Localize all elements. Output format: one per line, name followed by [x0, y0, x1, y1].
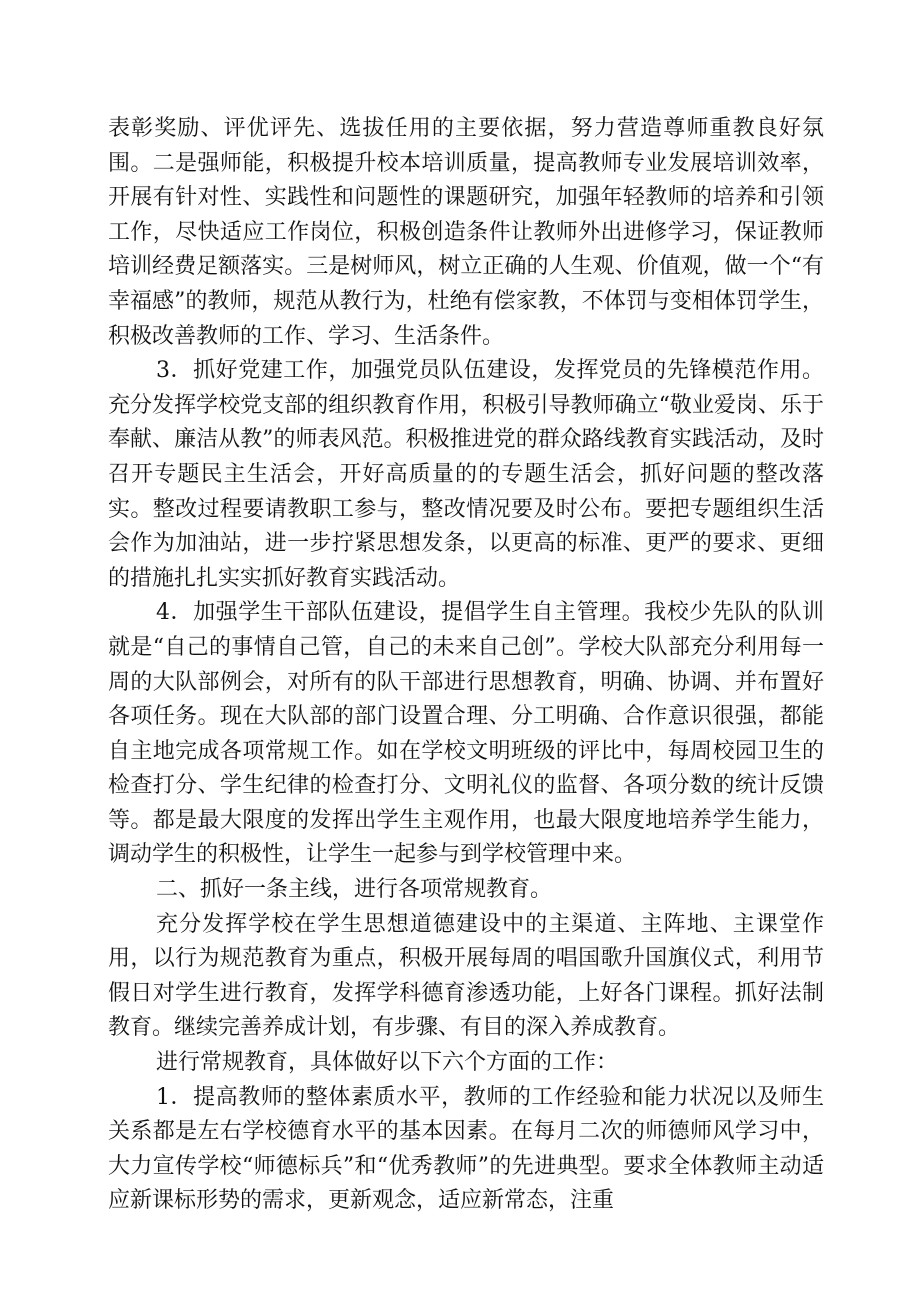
paragraph-work-lead: 进行常规教育，具体做好以下六个方面的工作： [156, 1050, 619, 1076]
paragraph-item-4: 4．加强学生干部队伍建设，提倡学生自主管理。我校少先队的队训就是“自己的事情自己管，自己的未来自己创”。学校大队部充分利用每一周的大队部例会，对所有的队干部进行思想教育，明确、协调、并布置好各项任务。现在大队部的部门设置合理、分工明确、合作意识很强，都能自主地完成各项常规工作。如在学校文明班级的评比中，每周校园卫生的检查打分、学生纪律的检查打分、文明礼仪的监督、各项分数的统计反馈等。都是最大限度的发挥出学生主观作用，也最大限度地培养学生能力，调动学生的积极性，让学生一起参与到学校管理中来。 [108, 600, 824, 868]
paragraph-continuation: 表彰奖励、评优评先、选拔任用的主要依据，努力营造尊师重教良好氛围。二是强师能，积极提升校本培训质量，提高教师专业发展培训效率，开展有针对性、实践性和问题性的课题研究，加强年轻教师的培养和引领工作，尽快适应工作岗位，积极创造条件让教师外出进修学习，保证教师培训经费足额落实。三是树师风，树立正确的人生观、价值观，做一个“有幸福感”的教师，规范从教行为，杜绝有偿家教，不体罚与变相体罚学生，积极改善教师的工作、学习、生活条件。 [108, 116, 824, 349]
paragraph-section-intro: 充分发挥学校在学生思想道德建设中的主渠道、主阵地、主课堂作用，以行为规范教育为重点，积极开展每周的唱国歌升国旗仪式，利用节假日对学生进行教育，发挥学科德育渗透功能，上好各门课程。抓好法制教育。继续完善养成计划，有步骤、有目的深入养成教育。 [108, 911, 824, 1041]
document-page [108, 112, 824, 1219]
paragraph-item-1: 1．提高教师的整体素质水平，教师的工作经验和能力状况以及师生关系都是左右学校德育水平的基本因素。在每月二次的师德师风学习中，大力宣传学校“师德标兵”和“优秀教师”的先进典型。要求全体教师主动适应新课标形势的需求，更新观念，适应新常态，注重 [108, 1084, 824, 1214]
section-heading-2: 二、抓好一条主线，进行各项常规教育。 [156, 877, 553, 903]
paragraph-item-3: 3．抓好党建工作，加强党员队伍建设，发挥党员的先锋模范作用。充分发挥学校党支部的组织教育作用，积极引导教师确立“敬业爱岗、乐于奉献、廉洁从教”的师表风范。积极推进党的群众路线教育实践活动，及时召开专题民主生活会，开好高质量的的专题生活会，抓好问题的整改落实。整改过程要请教职工参与，整改情况要及时公布。要把专题组织生活会作为加油站，进一步拧紧思想发条，以更高的标准、更严的要求、更细的措施扎扎实实抓好教育实践活动。 [108, 358, 824, 591]
